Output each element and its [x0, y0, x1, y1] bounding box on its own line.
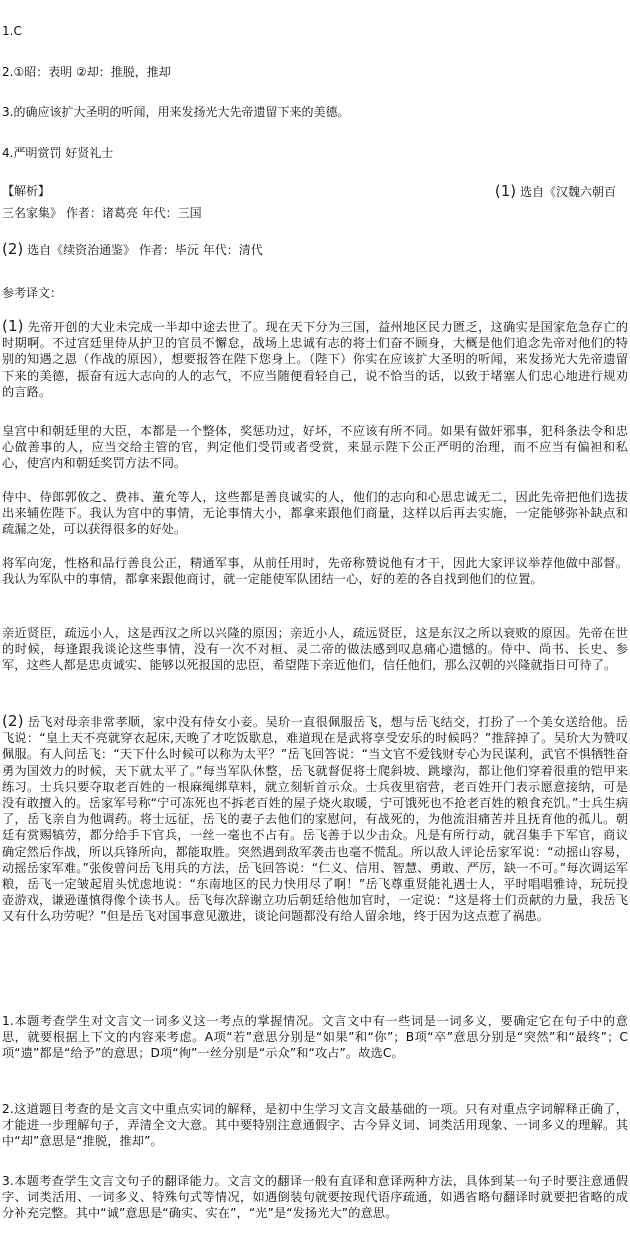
answer-4: 4.严明赏罚 好贤礼士 [2, 146, 114, 160]
option-a-text: 项“若”意思分别是“如果”和“你”； [213, 1030, 406, 1045]
translation-paragraph-1 [2, 318, 628, 400]
option-b-letter: B [405, 1030, 415, 1045]
paragraph-text: 岳飞对母亲非常孝顺，家中没有侍女小妾。吴玠一直很佩服岳飞，想与岳飞结交，打扮了一个美女送给他。岳飞说：“皇上天不亮就穿衣起床,天晚了才吃饭歇息，难道现在是武将享受安乐的时候吗？”推辞掉了。吴玠大为赞叹佩服。有人问岳飞：“天下什么时候可以称为太平？”岳飞回答说：“当文官不爱钱财专心为民谋利，武官不惧牺牲奋勇为国效力的时候，天下就太平了。”每当军队休整，岳飞就督促将士爬斜坡、跳壕沟，都让他们穿着很重的铠甲来练习。士兵只要夺取老百姓的一根麻绳绑草料，就立刻斩首示众。士兵夜里宿营，老百姓开门表示愿意接纳，可是没有敢擅入的。岳家军号称“宁可冻死也不拆老百姓的屋子烧火取暖，宁可饿死也不抢老百姓的粮食充饥。”士兵生病了，岳飞亲自为他调药。将士远征，岳飞的妻子去他们的家慰问，有战死的，为他流泪痛苦并且抚育他的孤儿。朝廷有赏赐犒劳，都分给手下官兵，一丝一毫也不占有。岳飞善于以少击众。凡是有所行动，就召集手下军官，商议确定然后作战，所以兵锋所向，都能取胜。突然遇到敌军袭击也毫不慌乱。所以敌人评论岳家军说：“动摇山容易，动摇岳家军难。”张俊曾问岳飞用兵的方法，岳飞回答说：“仁义、信用、智慧、勇敢、严厉，缺一不可。”每次调运军粮，岳飞一定皱起眉头忧虑地说：“东南地区的民力快用尽了啊！”岳飞尊重贤能礼遇士人，平时唱唱雅诗，玩玩投壶游戏，谦逊谨慎得像个读书人。岳飞每次辞谢立功后朝廷给他加官时，一定说：“这是将士们贡献的力量，我岳飞又有什么功劳呢？”但是岳飞对国事意见激进，谈论问题都没有给人留余地，终于因为这点惹了祸患。 [2, 715, 628, 924]
translation-paragraph-3: 侍中、侍郎郭攸之、费祎、董允等人，这些都是善良诚实的人，他们的志向和心思忠诚无二，因此先帝把他们选拔出来辅佐陛下。我认为宫中的事情，无论事情大小，都拿来跟他们商量，这样以后再去实施，一定能够弥补缺点和疏漏之处，可以获得很多的好处。 [2, 490, 628, 537]
paragraph-number: (1) [2, 317, 24, 335]
option-c-letter: C [619, 1030, 628, 1045]
reference-translation-label: 参考译文： [2, 286, 63, 300]
source-1-text: 选自《汉魏六朝百 [519, 185, 616, 199]
option-b-text: 项“卒”意思分别是“突然”和“最终”； [414, 1030, 620, 1045]
paragraph-number: (2) [2, 712, 24, 730]
translation-paragraph-2: 皇宫中和朝廷里的大臣，本都是一个整体，奖惩功过，好坏，不应该有所不同。如果有做奸邪事，犯科条法令和忠心做善事的人，应当交给主管的官，判定他们受罚或者受赏，来显示陛下公正严明的治理，而不应当有偏袒和私心，使宫内和朝廷奖罚方法不同。 [2, 424, 628, 471]
paragraph-text: 先帝开创的大业未完成一半却中途去世了。现在天下分为三国，益州地区民力匮乏，这确实是国家危急存亡的时期啊。不过宫廷里侍从护卫的官员不懈怠，战场上忠诚有志的将士们奋不顾身，大概是他们追念先帝对他们的特别的知遇之恩（作战的原因），想要报答在陛下您身上。（陛下）你实在应该扩大圣明的听闻，来发扬光大先帝遗留下来的美德，振奋有远大志向的人的志气，不应当随便看轻自己，说不恰当的话，以致于堵塞人们忠心地进行规劝的言路。 [2, 320, 628, 399]
answer-1: 1.C [2, 24, 22, 38]
source-2-number: (2) [2, 240, 24, 258]
explanation-3: 3.本题考查学生文言文句子的翻译能力。文言文的翻译一般有直译和意译两种方法，具体到某一句子时要注意通假字、词类活用、一词多义、特殊句式等情况，如遇倒装句就要按现代语序疏通，如遇省略句翻译时就要把省略的成分补充完整。其中“诚”意思是“确实、实在”，“光”是“发扬光大”的意思。 [2, 1174, 628, 1221]
source-2 [2, 241, 263, 258]
translation-paragraph-4: 将军向宠，性格和品行善良公正，精通军事，从前任用时，先帝称赞说他有才干，因此大家评议举荐他做中部督。我认为军队中的事情，都拿来跟他商讨，就一定能使军队团结一心，好的差的各自找到他们的位置。 [2, 556, 628, 587]
translation-paragraph-5: 亲近贤臣，疏远小人，这是西汉之所以兴隆的原因；亲近小人，疏远贤臣，这是东汉之所以衰败的原因。先帝在世的时候，每逢跟我谈论这些事情，没有一次不对桓、灵二帝的做法感到叹息痛心遗憾的。侍中、尚书、长史、参军，这些人都是忠贞诚实、能够以死报国的忠臣，希望陛下亲近他们，信任他们，那么汉朝的兴隆就指日可待了。 [2, 626, 628, 673]
option-a-letter: A [204, 1030, 214, 1045]
explanation-1-intro: 1.本题考查学生对文言文一词多义这一考点的掌握情况。文言文中有一些词是一词多义，要确定它在句子中的意思，就要根据上下文的内容来考虑。 [2, 1014, 628, 1045]
analysis-heading: 【解析】 [2, 184, 51, 198]
translation-paragraph-6 [2, 713, 628, 925]
answer-letter: C [382, 1046, 392, 1061]
source-2-text: 选自《续资治通鉴》 作者：毕沅 年代：清代 [27, 243, 263, 257]
explanation-1 [2, 1013, 628, 1062]
option-d-letter: D [150, 1046, 161, 1061]
source-1-number: (1) [494, 182, 517, 200]
source-1-continued: 三名家集》 作者：诸葛亮 年代：三国 [2, 206, 202, 220]
option-d-text: 项“徇”一丝分别是“示众”和“攻占”。故选 [160, 1046, 383, 1061]
source-1 [495, 183, 616, 200]
sentence-end: 。 [391, 1046, 404, 1061]
option-c-text: 项“遗”都是“给予”的意思； [2, 1046, 151, 1061]
explanation-2: 2.这道题目考查的是文言文中重点实词的解释，是初中生学习文言文最基础的一项。只有对重点字词解释正确了，才能进一步理解句子，弄清全文大意。其中要特别注意通假字、古今异义词、词类活用现象、一词多义的理解。其中“却”意思是“推脱，推却”。 [2, 1102, 628, 1149]
answer-2: 2.①昭：表明 ②却：推脱，推却 [2, 65, 171, 79]
answer-3: 3.的确应该扩大圣明的听闻，用来发扬光大先帝遗留下来的美德。 [2, 105, 350, 119]
